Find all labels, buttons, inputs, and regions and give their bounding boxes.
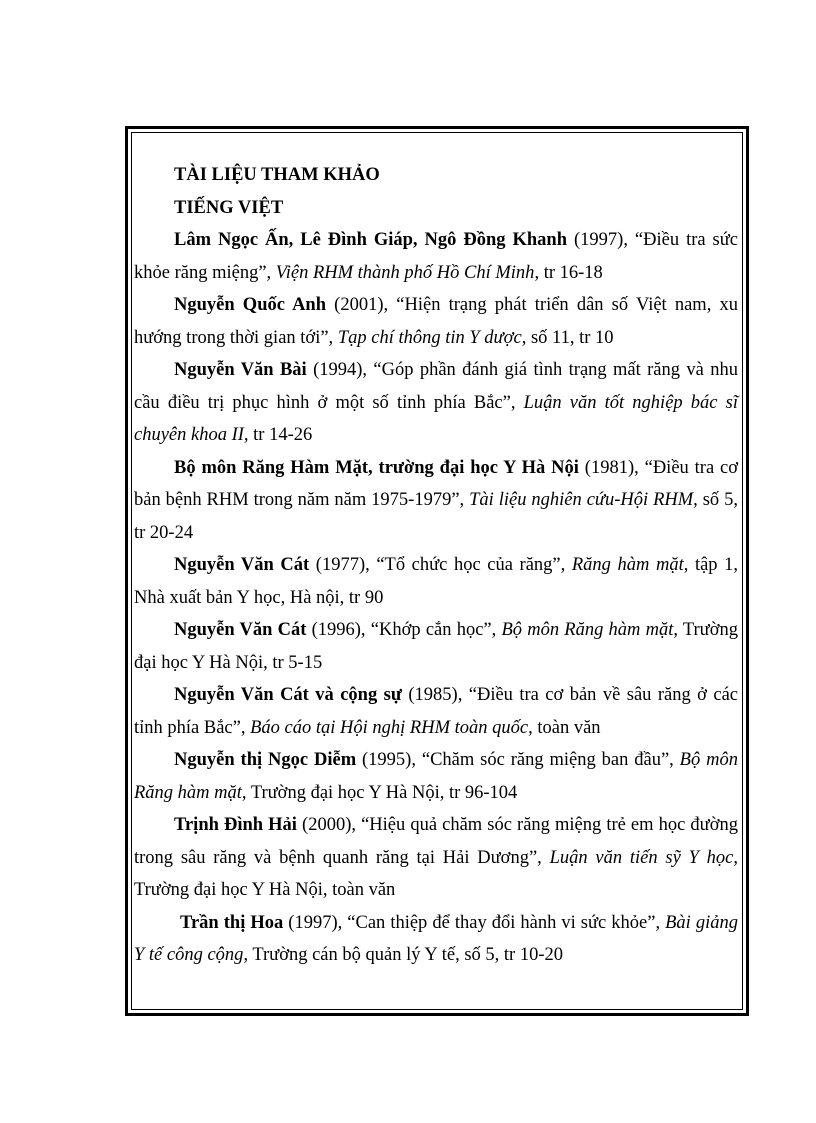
reference-pages: , Trường cán bộ quản lý Y tế, số 5, tr 10-20 bbox=[243, 945, 563, 965]
reference-source: Báo cáo tại Hội nghị RHM toàn quốc bbox=[250, 717, 529, 738]
reference-entry bbox=[134, 452, 738, 550]
reference-authors: Bộ môn Răng Hàm Mặt, trường đại học Y Hà Nội bbox=[174, 457, 579, 478]
reference-source: Luận văn tiến sỹ Y học bbox=[549, 847, 734, 868]
reference-authors: Nguyễn Văn Cát và cộng sự bbox=[174, 685, 402, 705]
reference-details: (1981), “Điều tra cơ bản bệnh RHM trong năm năm 1975-1979”, bbox=[134, 457, 739, 510]
reference-pages: , Trường đại học Y Hà Nội, tr 96-104 bbox=[241, 782, 518, 803]
reference-entry bbox=[134, 744, 738, 809]
reference-entry bbox=[134, 224, 738, 289]
reference-pages: , tr 14-26 bbox=[243, 425, 313, 445]
reference-details: (1994), “Góp phần đánh giá tình trạng mất răng và nhu cầu điều trị phục hình ở một số tỉnh phía Bắc”, bbox=[134, 360, 738, 413]
reference-entry bbox=[134, 809, 738, 907]
reference-pages: , toàn văn bbox=[528, 717, 601, 738]
reference-source: Tài liệu nghiên cứu-Hội RHM bbox=[469, 490, 694, 510]
reference-source: Bộ môn Răng hàm mặt bbox=[134, 750, 738, 803]
references-content bbox=[134, 159, 738, 972]
reference-details: (1985), “Điều tra cơ bản về sâu răng ở các tỉnh phía Bắc”, bbox=[134, 685, 738, 738]
reference-details: (1997), “Điều tra sức khỏe răng miệng”, bbox=[134, 230, 738, 283]
reference-entry bbox=[134, 354, 738, 452]
reference-authors: Nguyễn Văn Cát bbox=[174, 620, 307, 640]
reference-source: Tạp chí thông tin Y dược bbox=[337, 327, 522, 348]
reference-authors: Trần thị Hoa bbox=[180, 912, 284, 933]
reference-entry bbox=[134, 679, 738, 744]
reference-pages: , số 11, tr 10 bbox=[521, 327, 614, 348]
reference-details: (2000), “Hiệu quả chăm sóc răng miệng trẻ em học đường trong sâu răng và bệnh quanh răng tại Hải Dương”, bbox=[134, 815, 738, 868]
reference-entry bbox=[134, 907, 738, 972]
reference-authors: Nguyễn Văn Bài bbox=[174, 360, 307, 380]
reference-source: Luận văn tốt nghiệp bác sĩ chuyên khoa II bbox=[134, 392, 738, 445]
reference-details: (1995), “Chăm sóc răng miệng ban đầu”, bbox=[356, 750, 680, 770]
reference-authors: Trịnh Đình Hải bbox=[174, 815, 297, 835]
reference-details: (1996), “Khớp cắn học”, bbox=[306, 620, 502, 640]
reference-authors: Nguyễn thị Ngọc Diễm bbox=[174, 750, 357, 770]
reference-pages: , số 5, tr 20-24 bbox=[134, 490, 738, 543]
reference-source: Bài giảng Y tế công cộng bbox=[134, 912, 738, 965]
reference-list bbox=[134, 224, 738, 972]
reference-details: (1997), “Can thiệp để thay đổi hành vi sức khỏe”, bbox=[283, 912, 666, 933]
reference-source: Viện RHM thành phố Hồ Chí Minh bbox=[275, 262, 535, 283]
reference-source: Răng hàm mặt bbox=[571, 555, 684, 575]
reference-entry bbox=[134, 289, 738, 354]
reference-authors: Lâm Ngọc Ấn, Lê Đình Giáp, Ngô Đồng Khanh bbox=[174, 230, 568, 250]
reference-pages: , tr 16-18 bbox=[534, 262, 603, 283]
reference-entry bbox=[134, 549, 738, 614]
page-title: TÀI LIỆU THAM KHẢO bbox=[174, 165, 380, 185]
reference-pages: , Trường đại học Y Hà Nội, tr 5-15 bbox=[134, 620, 738, 673]
reference-source: Bộ môn Răng hàm mặt bbox=[501, 620, 674, 640]
reference-pages: , tập 1, Nhà xuất bản Y học, Hà nội, tr 90 bbox=[134, 555, 739, 608]
reference-authors: Nguyễn Quốc Anh bbox=[174, 295, 327, 315]
reference-authors: Nguyễn Văn Cát bbox=[174, 555, 310, 575]
reference-entry bbox=[134, 614, 738, 679]
reference-pages: , Trường đại học Y Hà Nội, toàn văn bbox=[134, 847, 738, 900]
reference-details: (1977), “Tổ chức học của răng”, bbox=[309, 555, 572, 575]
section-heading: TIẾNG VIỆT bbox=[174, 197, 284, 218]
reference-details: (2001), “Hiện trạng phát triển dân số Việt nam, xu hướng trong thời gian tới”, bbox=[134, 295, 738, 348]
